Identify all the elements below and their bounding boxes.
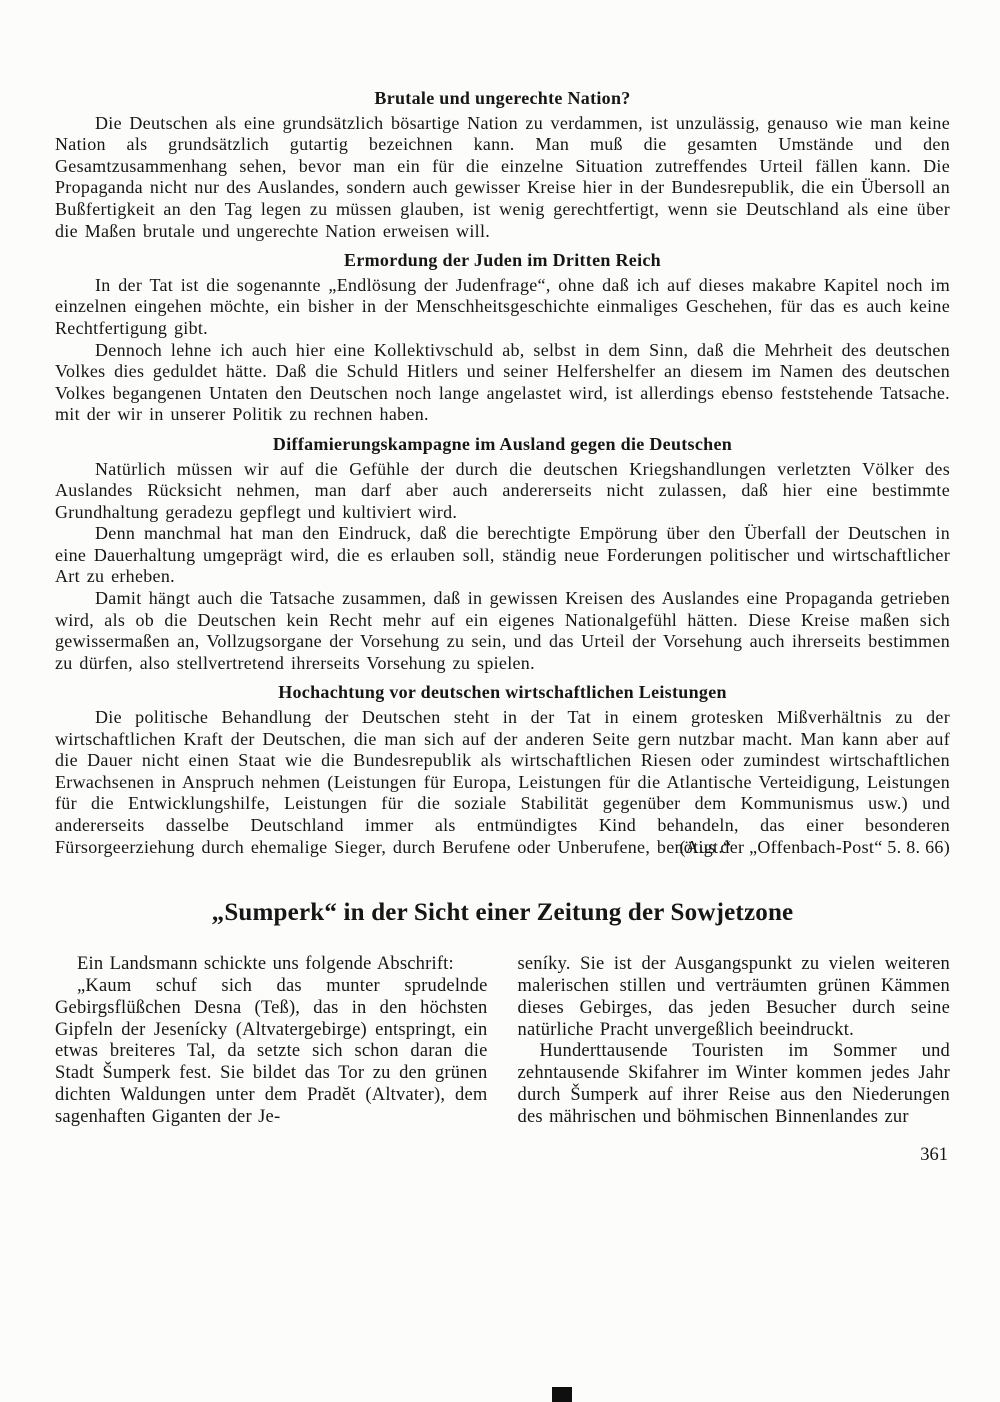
source-attribution: (Aus der „Offenbach-Post“ 5. 8. 66) xyxy=(679,836,950,857)
essay-section xyxy=(55,434,950,675)
section-heading: Hochachtung vor deutschen wirtschaftlichen Leistungen xyxy=(278,682,727,703)
paragraph: „Kaum schuf sich das munter sprudelnde Gebirgsflüßchen Desna (Teß), das in den höchsten Gipfeln der Jesenícky (Altvatergebirge) entspringt, ein etwas breiteres Tal, da setzte sich schon daran die Stadt Šumperk fest. Sie bildet das Tor zu den grünen dichten Waldungen unter dem Pradĕt (Altvater), dem sagenhaften Giganten der Je- xyxy=(55,975,488,1127)
paragraph: Denn manchmal hat man den Eindruck, daß die berechtigte Empörung über den Überfall der Deutschen in eine Dauerhaltung umgeprägt wird, die es erlauben soll, ständig neue Forderungen politischer und wirtschaftlicher Art zu erheben. xyxy=(55,523,950,587)
article-title: „Sumperk“ in der Sicht einer Zeitung der Sowjetzone xyxy=(211,899,794,927)
paragraph: seníky. Sie ist der Ausgangspunkt zu vielen weiteren malerischen stillen und verträumten grünen Kämmen dieses Gebirges, das jeden Besucher durch seine natürliche Pracht unvergeßlich beeindruckt. xyxy=(517,954,950,1040)
section-heading: Diffamierungskampagne im Ausland gegen die Deutschen xyxy=(272,433,733,454)
sumperk-article xyxy=(55,898,950,1165)
right-column xyxy=(518,954,951,1128)
paragraph: Die politische Behandlung der Deutschen steht in der Tat in einem grotesken Mißverhältnis zu der wirtschaftlichen Kraft der Deutschen, die man sich auf der anderen Seite gern nutzbar macht. Man kann aber auf die Dauer nicht einen Staat wie die Bundesrepublik als wirtschaftlichen Riesen oder zumindest wirtschaftlichen Erwachsenen in Anspruch nehmen (Leistungen für Europa, Leistungen für die Atlantische Verteidigung, Leistungen für die Entwicklungshilfe, Leistungen für die soziale Stabilität gegenüber dem Kommunismus usw.) und andererseits dasselbe Deutschland immer als entmündigtes Kind behandeln, das einer besonderen Fürsorgeerziehung durch ehemalige Sieger, durch Berufene oder Unberufene, benötigt.“ xyxy=(55,707,950,857)
scan-artifact-mark xyxy=(552,1387,572,1402)
paragraph: In der Tat ist die sogenannte „Endlösung der Judenfrage“, ohne daß ich auf dieses makabre Kapitel noch im einzelnen eingehen möchte, ein bisher in der Menschheitsgeschichte einmaliges Geschehen, für das es auch keine Rechtfertigung gibt. xyxy=(55,274,950,338)
essay-article xyxy=(55,88,950,858)
left-column xyxy=(55,954,488,1128)
section-heading: Brutale und ungerechte Nation? xyxy=(374,88,631,108)
page-number: 361 xyxy=(920,1144,948,1165)
essay-section xyxy=(55,250,950,426)
two-column-layout xyxy=(55,954,950,1128)
paragraph: Die Deutschen als eine grundsätzlich bösartige Nation zu verdammen, ist unzulässig, genauso wie man keine Nation als grundsätzlich gutartig bezeichnen kann. Man muß die gesamten Umstände und den Gesamtzusammenhang sehen, bevor man ein für die einzelne Situation zutreffendes Urteil fällen kann. Die Propaganda nicht nur des Auslandes, sondern auch gewisser Kreise hier in der Bundesrepublik, die ein Übersoll an Bußfertigkeit an den Tag legen zu müssen glauben, ist wenig gerechtfertigt, wenn sie Deutschland als eine über die Maßen brutale und ungerechte Nation erweisen will. xyxy=(55,112,950,241)
paragraph: Natürlich müssen wir auf die Gefühle der durch die deutschen Kriegshandlungen verletzten Völker des Auslandes Rücksicht nehmen, man darf aber auch andererseits nicht zulassen, daß hier eine bestimmte Grundhaltung geradezu gepflegt und kultiviert wird. xyxy=(55,458,950,522)
paragraph: Ein Landsmann schickte uns folgende Abschrift: xyxy=(77,954,454,975)
paragraph: Dennoch lehne ich auch hier eine Kollektivschuld ab, selbst in dem Sinn, daß die Mehrheit des deutschen Volkes dies geduldet hätte. Daß die Schuld Hitlers und seiner Helfershelfer an diesem im Namen des deutschen Volkes begangenen Untaten den Deutschen noch lange angelastet wird, ist allerdings ebenso feststehende Tatsache. mit der wir in unserer Politik zu rechnen haben. xyxy=(55,339,950,425)
essay-section xyxy=(55,682,950,858)
paragraph: Hunderttausende Touristen im Sommer und zehntausende Skifahrer im Winter kommen jedes Jahr durch Šumperk auf ihrer Reise aus den Niederungen des mährischen und böhmischen Binnenlandes zur xyxy=(517,1041,950,1127)
paragraph: Damit hängt auch die Tatsache zusammen, daß in gewissen Kreisen des Auslandes eine Propaganda getrieben wird, als ob die Deutschen kein Recht mehr auf ein eigenes Nationalgefühl hätten. Diese Kreise maßen sich gewissermaßen an, Vollzugsorgane der Vorsehung zu sein, und das Urteil der Vorsehung auch ihrerseits bestimmen zu dürfen, also stellvertretend ihrerseits Vorsehung zu spielen. xyxy=(55,588,950,673)
essay-section xyxy=(55,88,950,242)
section-heading: Ermordung der Juden im Dritten Reich xyxy=(344,250,661,271)
